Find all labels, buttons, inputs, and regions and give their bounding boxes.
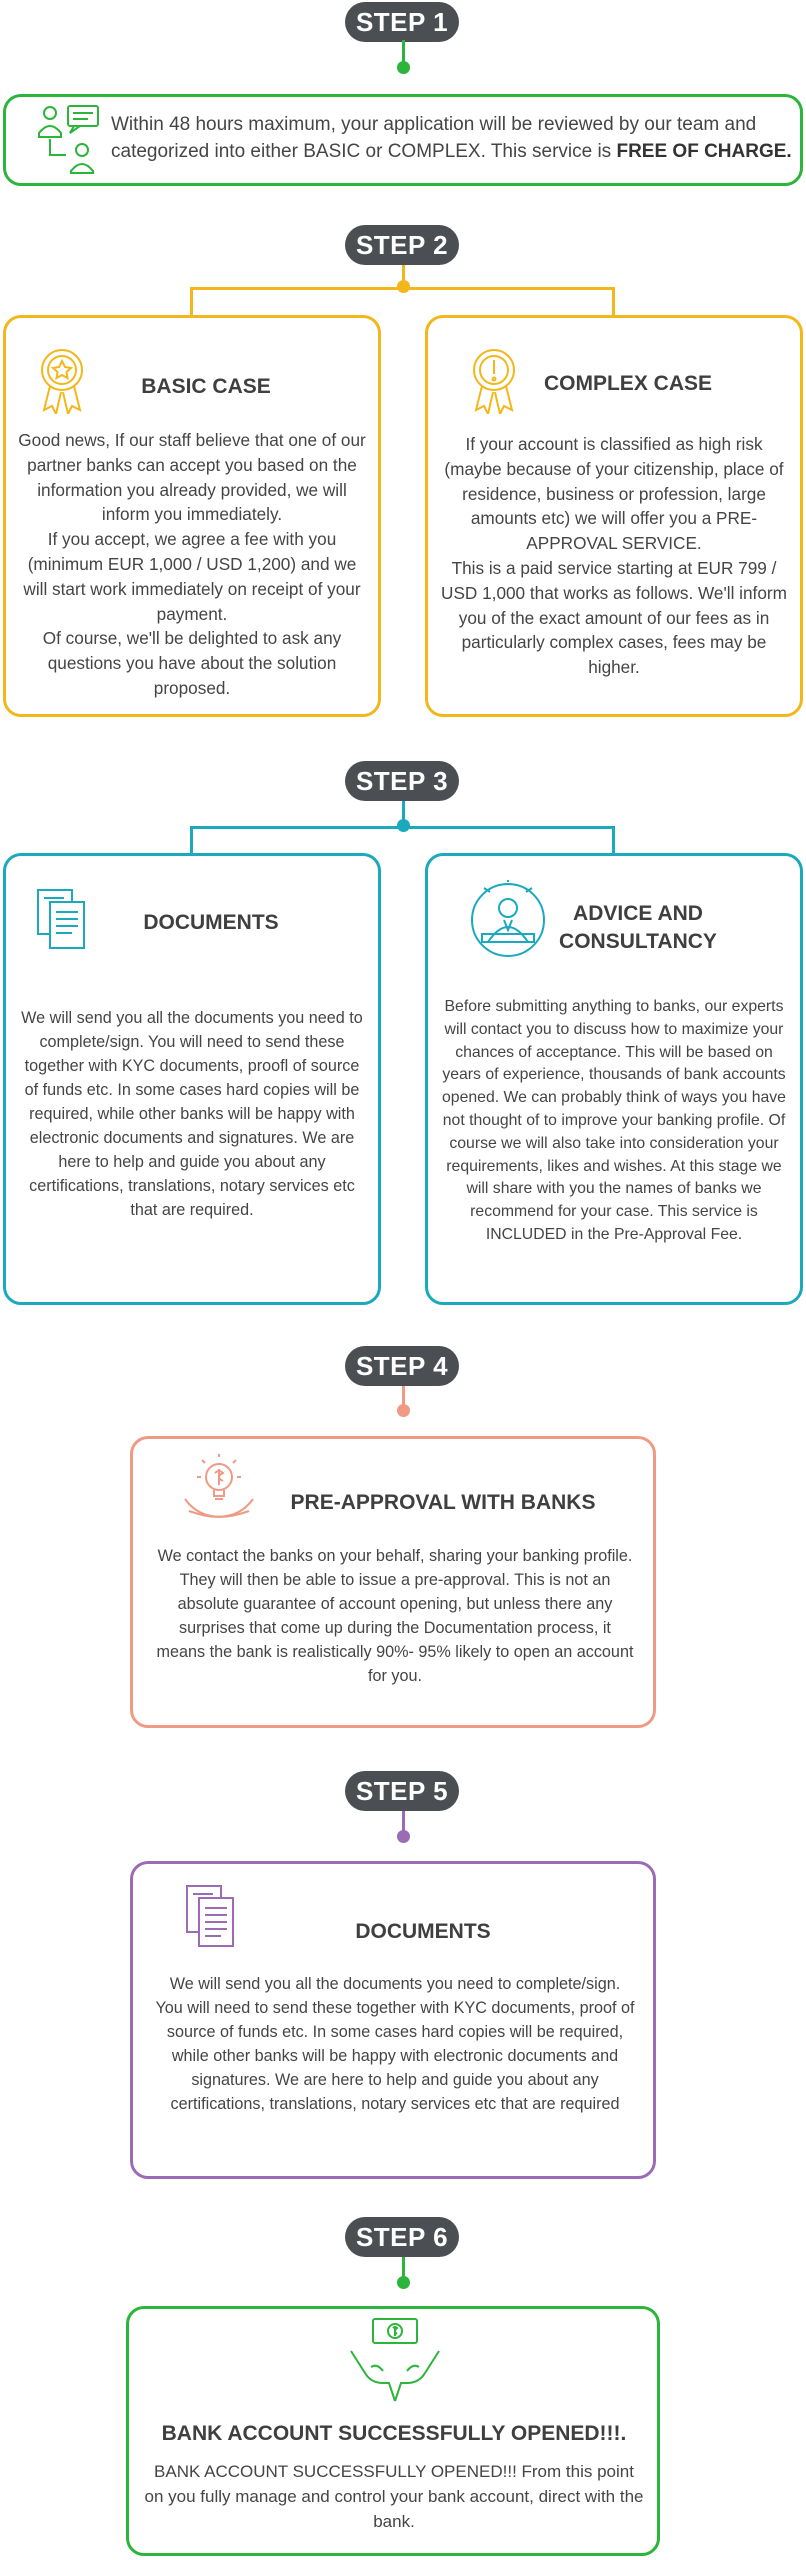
free-of-charge-text: FREE OF CHARGE. [616, 141, 792, 162]
advice-box [425, 853, 803, 1305]
basic-case-box [3, 315, 381, 717]
people-chat-icon [36, 103, 110, 175]
step-6-label: STEP 6 [345, 2217, 459, 2257]
documents-text: We will send you all the documents you need to complete/sign. You will need to send these together with KYC documents, proofl of source of funds etc. In some cases hard copies will be required, while other banks will be happy with electronic documents and signatures. We are here to help and guide you about any certifications, translations, notary services etc that are required. [21, 1009, 363, 1219]
pre-approval-box [130, 1436, 656, 1728]
step-1-description [111, 111, 801, 165]
account-opened-title: BANK ACCOUNT SUCCESSFULLY OPENED!!!. [161, 2422, 627, 2445]
step-5-label: STEP 5 [345, 1771, 459, 1811]
step-4-label: STEP 4 [345, 1346, 459, 1386]
account-opened-box [126, 2306, 660, 2556]
basic-case-text: Good news, If our staff believe that one of our partner banks can accept you based on the information you already provided, we will inform you immediately. If you accept, we agree a fee with you (minimum EUR 1,000 / USD 1,200) and we will start work immediately on receipt of your payment. Of course, we'll be delighted to ask any questions you have about the solution proposed. [18, 430, 366, 698]
branch-line-left [190, 287, 193, 317]
documents-step5-box [130, 1861, 656, 2179]
pre-approval-text: We contact the banks on your behalf, sharing your banking profile. They will then be able to issue a pre-approval. This is not an absolute guarantee of account opening, but unless there any surprises that come up during the Documentation process, it means the bank is realistically 90%- 95% likely to open an account for you. [156, 1547, 634, 1685]
account-opened-text: BANK ACCOUNT SUCCESSFULLY OPENED!!! From this point on you fully manage and control your bank account, direct with the bank. [144, 2462, 644, 2531]
connector-dot [397, 2276, 410, 2289]
branch-line [190, 287, 615, 290]
complex-case-text: If your account is classified as high risk (maybe because of your citizenship, place of residence, business or profession, large amounts etc) we will offer you a PRE-APPROVAL SERVICE. This is a paid service starting at EUR 799 / USD 1,000 that works as follows. We'll inform you of the exact amount of our fees as in particularly complex cases, fees may be higher. [441, 434, 787, 678]
step-1-box [3, 94, 803, 186]
advice-title: ADVICE AND CONSULTANCY [559, 902, 717, 953]
documents-icon [183, 1882, 243, 1954]
documents-title: DOCUMENTS [143, 911, 279, 934]
branch-line-left [190, 826, 193, 856]
documents-box [3, 853, 381, 1305]
documents-step5-title: DOCUMENTS [355, 1920, 491, 1943]
step-3-label: STEP 3 [345, 761, 459, 801]
basic-case-title: BASIC CASE [141, 375, 271, 398]
step-1-label: STEP 1 [345, 2, 459, 42]
connector-dot [397, 1404, 410, 1417]
money-hands-icon [347, 2315, 443, 2405]
documents-step5-text: We will send you all the documents you need to complete/sign. You will need to send these together with KYC documents, proof of source of funds etc. In some cases hard copies will be required, while other banks will be happy with electronic documents and signatures. We are here to help and guide you about any certifications, translations, notary services etc that are required [155, 1975, 635, 2113]
pre-approval-title: PRE-APPROVAL WITH BANKS [290, 1491, 596, 1514]
branch-line [190, 826, 615, 829]
advice-text: Before submitting anything to banks, our experts will contact you to discuss how to maximize your chances of acceptance. This will be based on years of experience, thousands of bank accounts opened. We can probably think of ways you have not thought of to improve your banking profile. Of course we will also take into consideration your requirements, likes and wishes. At this stage we will share with you the names of banks we recommend for your case. This service is INCLUDED in the Pre-Approval Fee. [442, 998, 786, 1243]
branch-line-right [612, 287, 615, 317]
step-1-text: Within 48 hours maximum, your application will be reviewed by our team and categorized into either BASIC or COMPLEX. This service is [111, 114, 757, 162]
lightbulb-hands-icon [181, 1453, 257, 1529]
complex-case-title: COMPLEX CASE [543, 372, 713, 395]
complex-case-box [425, 315, 803, 717]
connector-dot [397, 1830, 410, 1843]
branch-line-right [612, 826, 615, 856]
connector-dot [397, 61, 410, 74]
step-2-label: STEP 2 [345, 225, 459, 265]
